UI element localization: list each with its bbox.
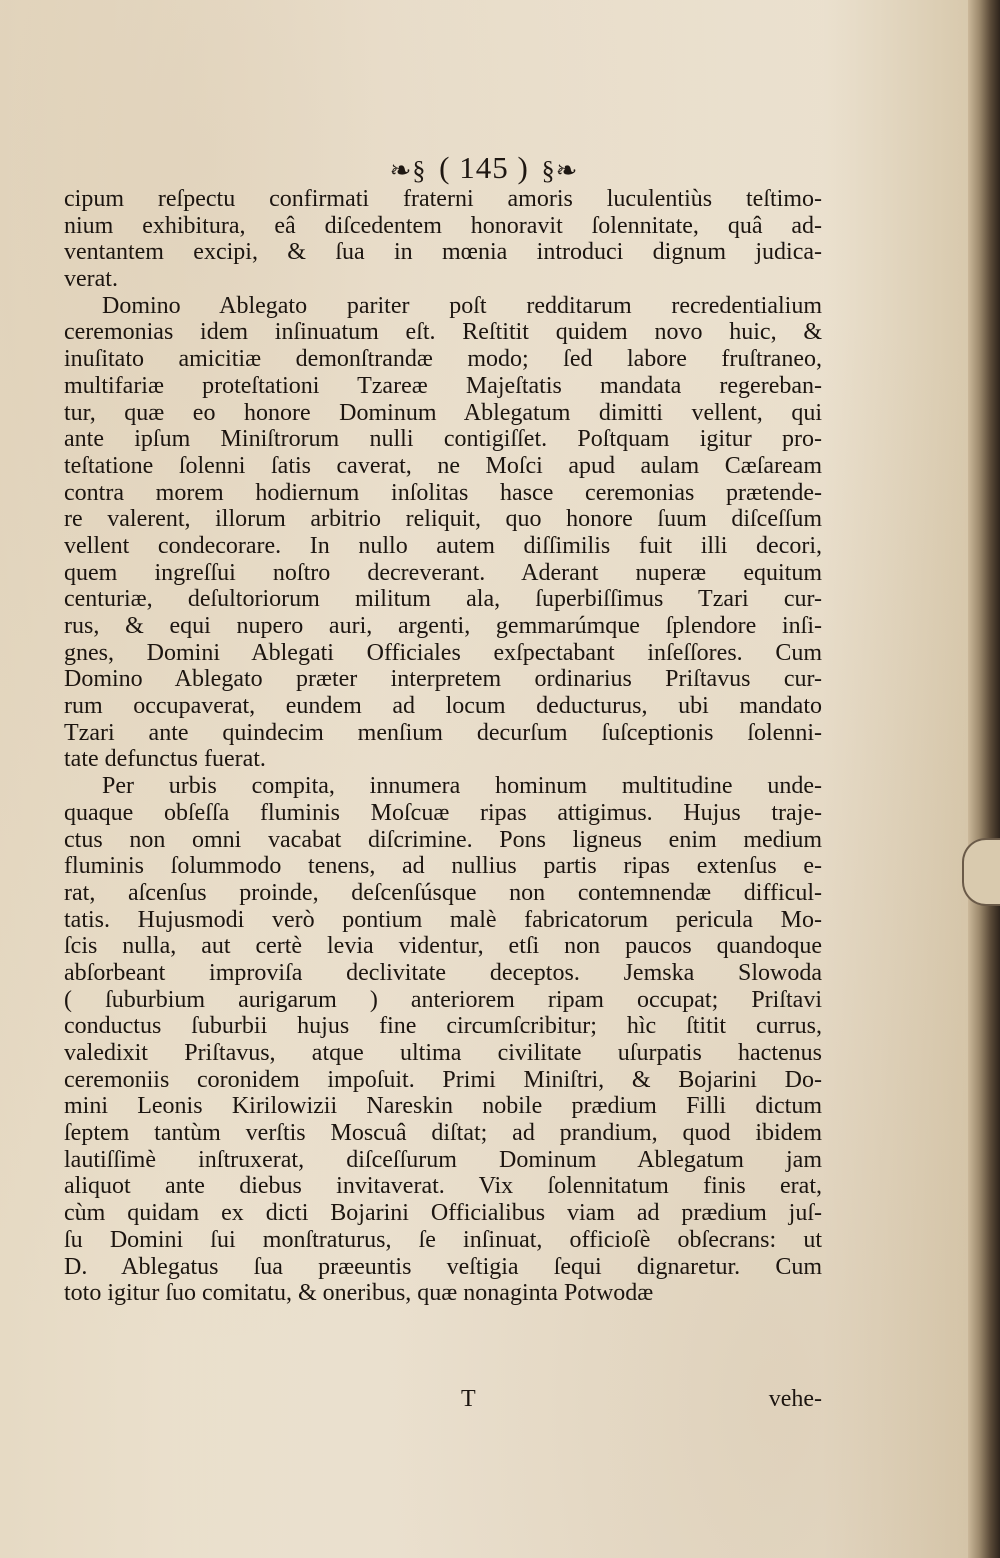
text-line: aliquot ante diebus invitaverat. Vix ſolennitatum finis erat, — [64, 1173, 822, 1200]
text-line: ſu Domini ſui monſtraturus, ſe inſinuat, officioſè obſecrans: ut — [64, 1226, 822, 1253]
page-footer — [64, 1386, 822, 1416]
text-line: Tzari ante quindecim menſium decurſum ſuſceptionis ſolenni- — [64, 719, 822, 746]
text-line: cipum reſpectu confirmati fraterni amoris luculentiùs teſtimo- — [64, 186, 822, 212]
text-line: gnes, Domini Ablegati Officiales exſpectabant inſeſſores. Cum — [64, 639, 822, 666]
text-line: quaque obſeſſa fluminis Moſcuæ ripas attigimus. Hujus traje- — [64, 799, 822, 826]
text-line: ante ipſum Miniſtrorum nulli contigiſſet. Poſtquam igitur pro- — [64, 426, 822, 453]
text-line: rum occupaverat, eundem ad locum deducturus, ubi mandato — [64, 693, 822, 720]
text-line: tate defunctus fuerat. — [64, 746, 266, 773]
text-line: ventantem excipi, & ſua in mœnia introduci dignum judica- — [64, 239, 822, 266]
text-line: ceremoniis coronidem impoſuit. Primi Miniſtri, & Bojarini Do- — [64, 1066, 822, 1093]
page-tab-marker — [962, 838, 1000, 906]
text-line: teſtatione ſolenni ſatis caverat, ne Moſci apud aulam Cæſaream — [64, 452, 822, 479]
page-header — [0, 150, 968, 186]
text-line: Domino Ablegato præter interpretem ordinarius Priſtavus cur- — [64, 666, 822, 693]
text-line: fluminis ſolummodo tenens, ad nullius partis ripas extenſus e- — [64, 853, 822, 880]
body-text — [64, 186, 822, 1307]
text-line: ceremonias idem inſinuatum eſt. Reſtitit quidem novo huic, & — [64, 319, 822, 346]
text-line: re valerent, illorum arbitrio reliquit, quo honore ſuum diſceſſum — [64, 506, 822, 533]
text-line: Domino Ablegato pariter poſt redditarum recredentialium — [102, 292, 822, 319]
text-line: ctus non omni vacabat diſcrimine. Pons ligneus enim medium — [64, 826, 822, 853]
text-line: ſcis nulla, aut certè levia videntur, etſi non paucos quandoque — [64, 933, 822, 960]
text-line: abſorbeant improviſa declivitate deceptos. Jemska Slowoda — [64, 959, 822, 986]
text-line: quem ingreſſui noſtro decreverant. Aderant nuperæ equitum — [64, 559, 822, 586]
text-line: mini Leonis Kirilowizii Nareskin nobile prædium Filli dictum — [64, 1093, 822, 1120]
text-line: contra morem hodiernum inſolitas hasce ceremonias prætende- — [64, 479, 822, 506]
left-ornament: ❧§ — [389, 155, 427, 185]
text-line: Per urbis compita, innumera hominum multitudine unde- — [102, 773, 822, 800]
text-line: multifariæ proteſtationi Tzareæ Majeſtatis mandata regereban- — [64, 372, 822, 399]
right-ornament: §❧ — [541, 155, 579, 185]
catchword: vehe- — [768, 1386, 822, 1412]
text-line: rus, & equi nupero auri, argenti, gemmarúmque ſplendore inſi- — [64, 613, 822, 639]
text-line: cùm quidam ex dicti Bojarini Officialibus viam ad prædium juſ- — [64, 1200, 822, 1227]
text-line: tur, quæ eo honore Dominum Ablegatum dimitti vellent, qui — [64, 399, 822, 426]
text-line: lautiſſimè inſtruxerat, diſceſſurum Dominum Ablegatum jam — [64, 1146, 822, 1173]
text-line: toto igitur ſuo comitatu, & oneribus, quæ nonaginta Potwodæ — [64, 1280, 654, 1307]
signature-mark: T — [461, 1386, 476, 1412]
text-line: centuriæ, deſultoriorum militum ala, ſuperbiſſimus Tzari cur- — [64, 586, 822, 613]
text-line: D. Ablegatus ſua præeuntis veſtigia ſequi dignaretur. Cum — [64, 1253, 822, 1280]
text-line: valedixit Priſtavus, atque ultima civilitate uſurpatis hactenus — [64, 1040, 822, 1066]
text-line: nium exhibitura, eâ diſcedentem honoravit ſolennitate, quâ ad- — [64, 212, 822, 239]
text-line: conductus ſuburbii hujus fine circumſcribitur; hìc ſtitit currus, — [64, 1013, 822, 1040]
text-line: tatis. Hujusmodi verò pontium malè fabricatorum pericula Mo- — [64, 906, 822, 933]
text-line: vellent condecorare. In nullo autem diſſimilis fuit illi decori, — [64, 532, 822, 559]
text-line: rat, aſcenſus proinde, deſcenſúsque non contemnendæ difficul- — [64, 879, 822, 906]
page-number: ( 145 ) — [439, 150, 529, 185]
text-line: inuſitato amicitiæ demonſtrandæ modo; ſed labore fruſtraneo, — [64, 346, 822, 373]
text-line: ſeptem tantùm verſtis Moscuâ diſtat; ad prandium, quod ibidem — [64, 1120, 822, 1147]
text-line: ( ſuburbium aurigarum ) anteriorem ripam occupat; Priſtavi — [64, 986, 822, 1013]
text-line: verat. — [64, 266, 118, 293]
page-edge — [968, 0, 1000, 1558]
